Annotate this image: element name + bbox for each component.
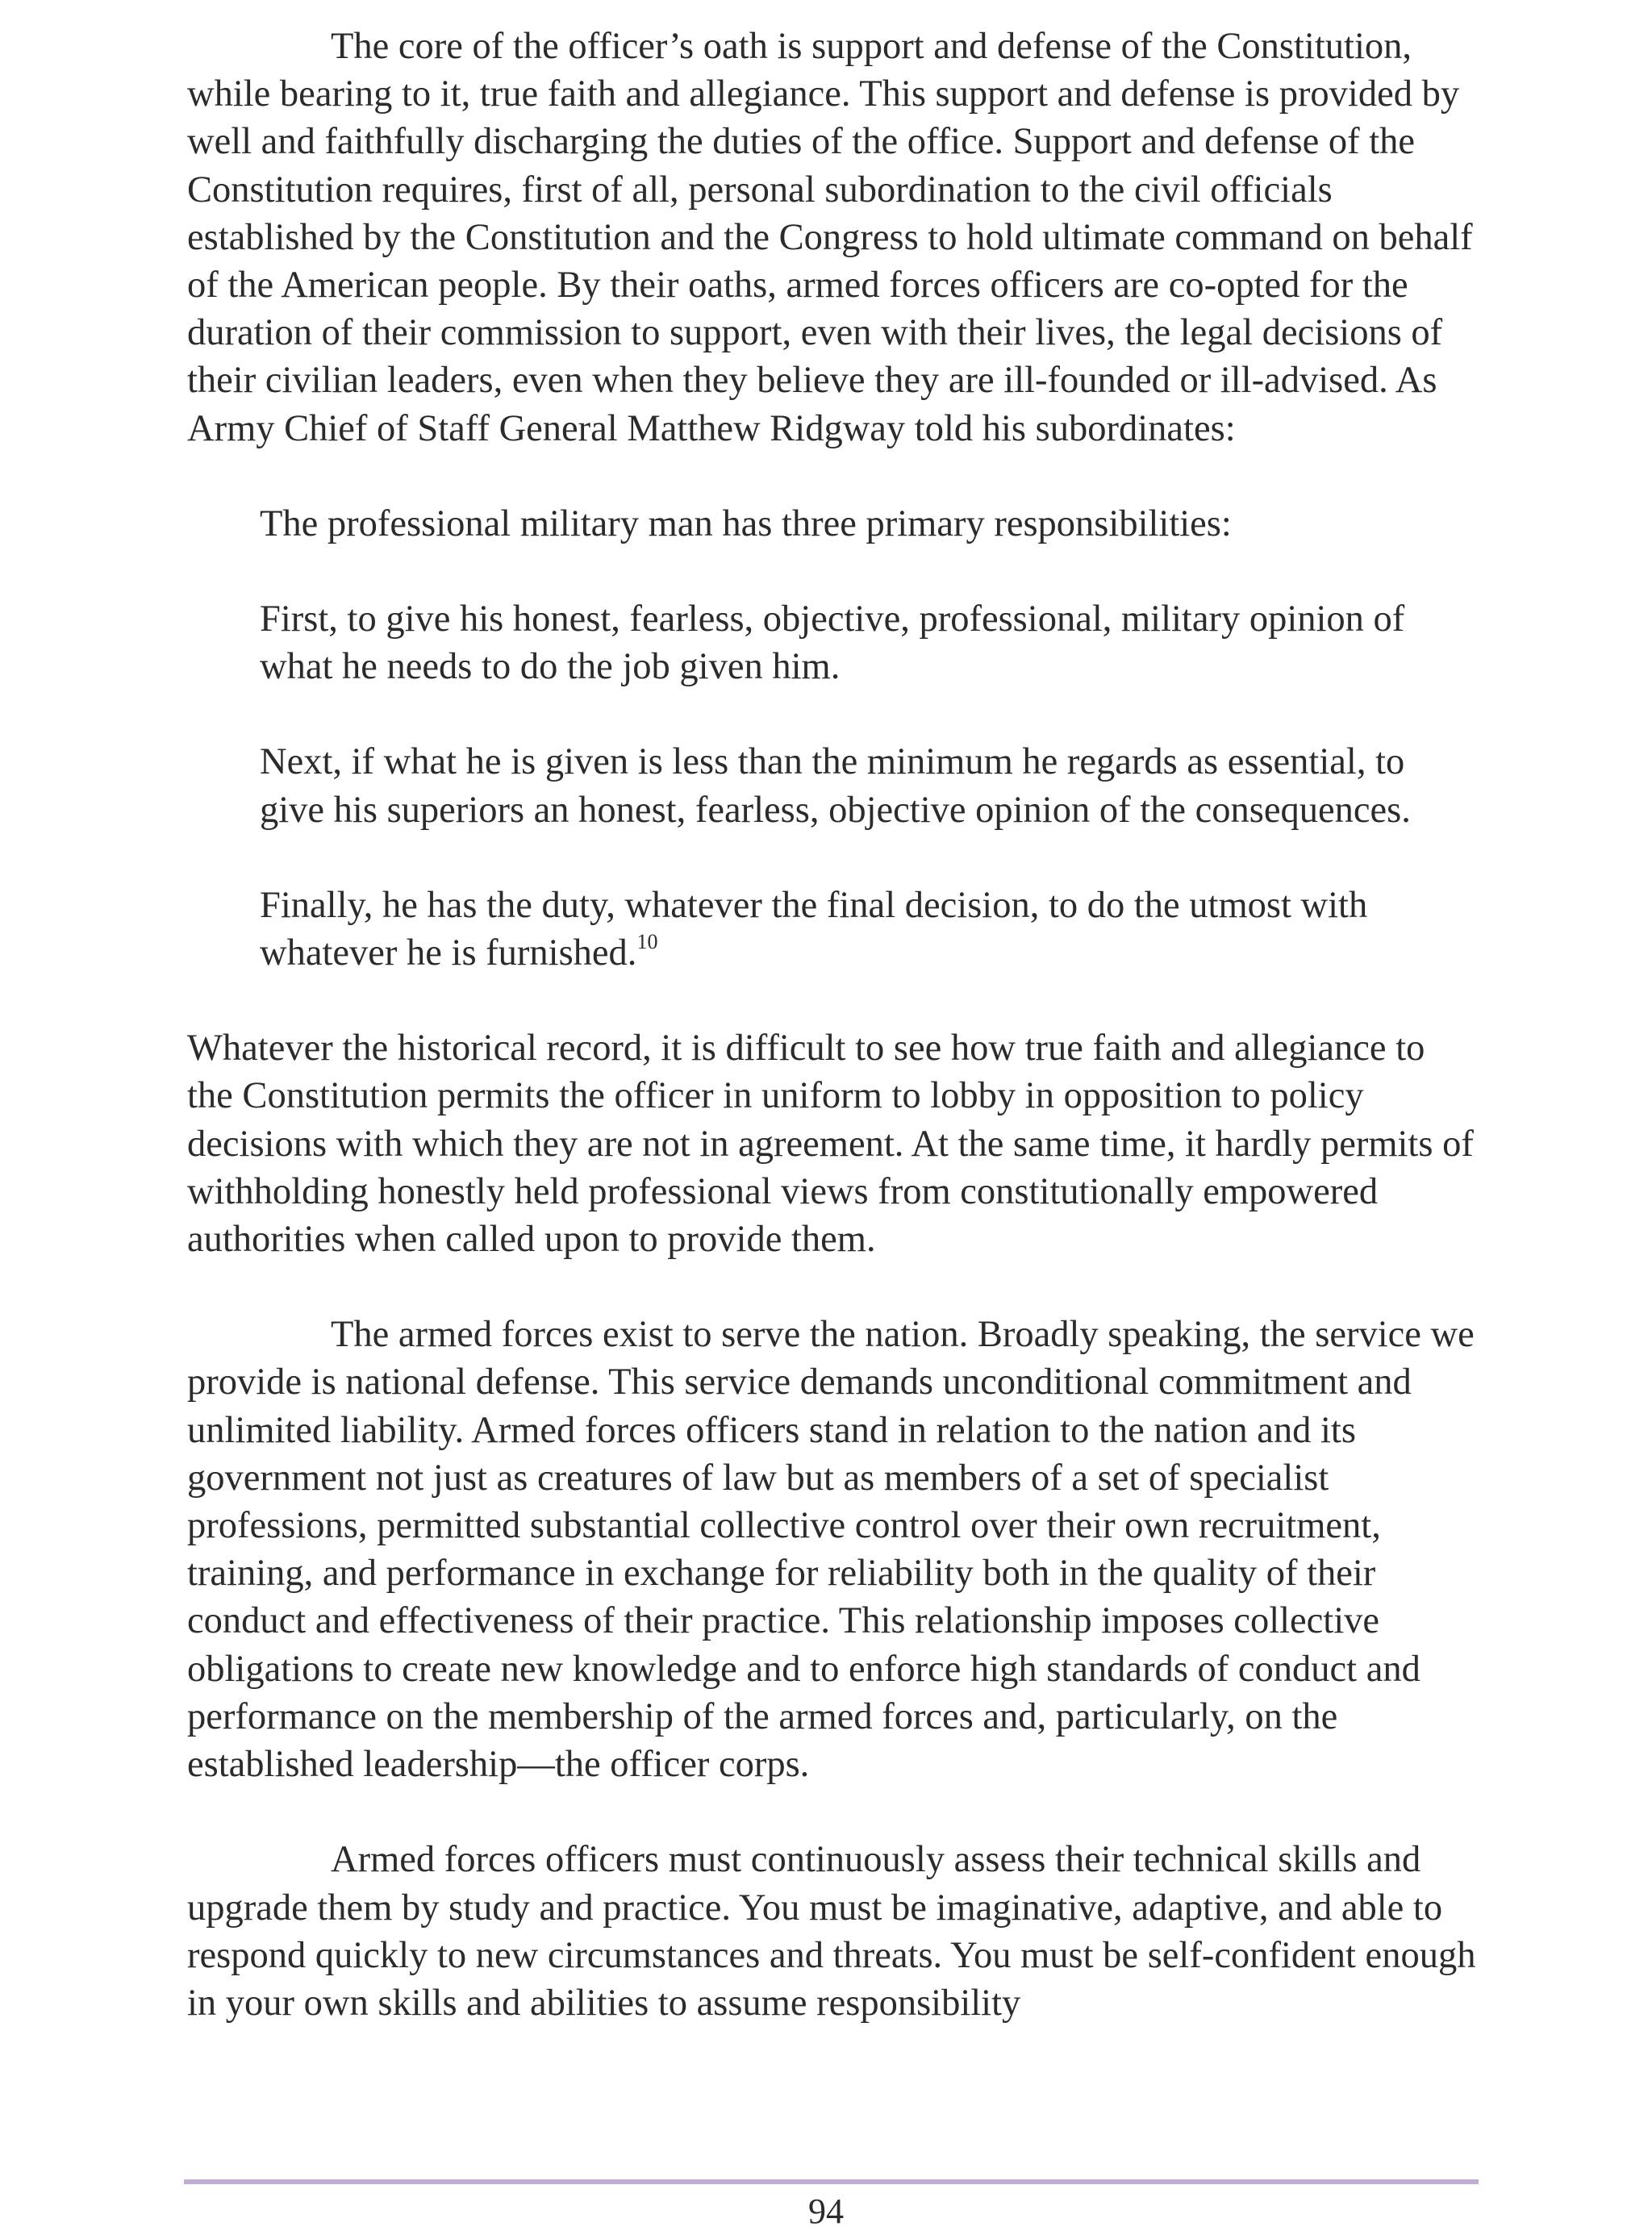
spacer xyxy=(187,1788,1478,1836)
footnote-marker[interactable]: 10 xyxy=(636,930,658,954)
paragraph-historical-record: Whatever the historical record, it is difficult to see how true faith and allegiance to the Constitution permits the officer in uniform to lobby in opposition to policy decisions with which they are not in agreement. At the same time, it hardly permits of withholding honestly held professional views from constitutionally empowered authorities when called upon to provide them. xyxy=(187,1028,1474,1261)
paragraph-armed-forces-service: The armed forces exist to serve the nation. Broadly speaking, the service we provide is national defense. This service demands unconditional commitment and unlimited liability. Armed forces officers stand in relation to the nation and its government not just as creatures of law but as members of a set of specialist professions, permitted substantial collective control over their own recruitment, training, and performance in exchange for reliability both in the quality of their conduct and effectiveness of their practice. This relationship imposes collective obligations to create new knowledge and to enforce high standards of conduct and performance on the membership of the armed forces and, particularly, on the established leadership—the officer corps. xyxy=(187,1314,1475,1786)
quote-finally-text: Finally, he has the duty, whatever the final decision, to do the utmost with whatever he is furnished. xyxy=(260,884,1368,974)
paragraph-technical-skills: Armed forces officers must continuously assess their technical skills and upgrade them by study and practice. You must be imaginative, adaptive, and able to respond quickly to new circumstances and threats. You must be self-confident enough in your own skills and abilities to assume responsibility xyxy=(187,1839,1476,2024)
spacer xyxy=(187,977,1478,1024)
quote-first: First, to give his honest, fearless, objective, professional, military opinion of what he needs to do the job given him. xyxy=(260,598,1405,688)
footer-divider xyxy=(184,2179,1479,2184)
spacer xyxy=(260,690,1454,738)
spacer xyxy=(260,834,1454,882)
page-number: 94 xyxy=(808,2191,844,2231)
ridgway-quote xyxy=(187,500,1454,977)
spacer xyxy=(260,548,1454,595)
page-body xyxy=(187,23,1478,2027)
quote-finally xyxy=(260,882,1454,977)
paragraph-oath: The core of the officer’s oath is support and defense of the Constitution, while bearing to it, true faith and allegiance. This support and defense is provided by well and faithfully discharging the duties of the office. Support and defense of the Constitution requires, first of all, personal subordination to the civil officials established by the Constitution and the Congress to hold ultimate command on behalf of the American people. By their oaths, armed forces officers are co-opted for the duration of their commission to support, even with their lives, the legal decisions of their civilian leaders, even when they believe they are ill-founded or ill-advised. As Army Chief of Staff General Matthew Ridgway told his subordinates: xyxy=(187,26,1473,449)
spacer xyxy=(187,452,1478,500)
quote-intro: The professional military man has three primary responsibilities: xyxy=(260,502,1232,544)
quote-next: Next, if what he is given is less than the minimum he regards as essential, to give his superiors an honest, fearless, objective opinion of the consequences. xyxy=(260,741,1411,831)
spacer xyxy=(187,1263,1478,1311)
